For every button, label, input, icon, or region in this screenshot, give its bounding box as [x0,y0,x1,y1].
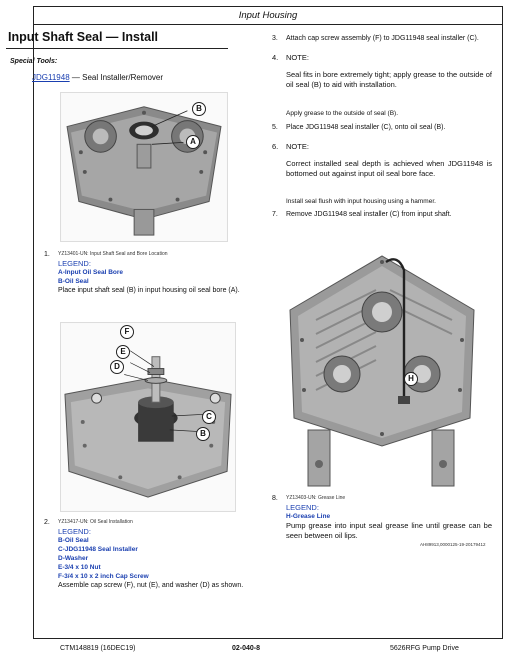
footer-product: 5626RFG Pump Drive [390,645,459,652]
callout-a-photo1 [186,135,200,149]
grease-instruction: Apply grease to the outside of seal (B). [286,110,399,117]
callout-label: D [114,362,120,371]
reference-code: AH89913,0000125-19-20179412 [420,542,486,547]
legend-item: B-Oil Seal [58,278,89,285]
step-number: 2. [44,519,50,526]
legend-item: C-JDG11948 Seal Installer [58,546,138,553]
tool-description: — Seal Installer/Remover [71,73,164,82]
legend-item: D-Washer [58,555,89,562]
photo-grease-line [286,250,478,490]
step-5 [272,123,445,132]
step-number: 1. [44,251,50,258]
callout-label: F [124,327,130,336]
step-number: 4. [272,53,279,62]
legend-item: F-3/4 x 10 x 2 inch Cap Screw [58,573,149,580]
callout-label: B [196,104,202,113]
hammer-instruction: Install seal flush with input housing using a hammer. [286,198,436,205]
callout-label: E [120,347,126,356]
step-instruction: Pump grease into input seal grease line until grease can be seen between oil lips. [286,521,492,540]
step-3 [272,34,479,43]
callout-e-photo2 [116,345,130,359]
special-tools-label: Special Tools: [10,58,58,65]
callout-f-photo2 [120,325,134,339]
step-7 [272,210,452,219]
note-seal-depth: Correct installed seal depth is achieved when JDG11948 is bottomed out against input oil seal bore face. [286,159,492,178]
callout-d-photo2 [110,360,124,374]
footer-page-number: 02-040-8 [232,645,261,652]
step-instruction: Place JDG11948 seal installer (C), onto oil seal (B). [286,124,446,131]
housing-illustration-3 [286,250,478,490]
step-instruction: Remove JDG11948 seal installer (C) from input shaft. [286,211,452,218]
step-number: 5. [272,124,278,131]
legend-title: LEGEND: [58,527,91,536]
step-4 [272,53,309,62]
callout-label: A [190,137,196,146]
note-seal-tight: Seal fits in bore extremely tight; apply grease to the outside of oil seal (B) to aid with installation. [286,70,492,89]
figure-caption: YZ13401-UN: Input Shaft Seal and Bore Location [58,251,168,257]
step-instruction: Attach cap screw assembly (F) to JDG11948 seal installer (C). [286,35,479,42]
title-rule [6,48,228,49]
legend-item: A-Input Oil Seal Bore [58,269,124,276]
step-body [58,518,243,590]
legend-title: LEGEND: [58,259,91,268]
page-title: Input Shaft Seal — Install [8,30,159,44]
step-instruction: Place input shaft seal (B) in input housing oil seal bore (A). [58,287,240,294]
callout-label: B [200,429,206,438]
step-6 [272,142,309,151]
callout-b-photo2 [196,427,210,441]
footer-doc-id: CTM148819 (16DEC19) [60,645,136,652]
step-number: 3. [272,35,278,42]
figure-caption: YZ13417-UN: Oil Seal Installation [58,519,133,525]
section-header: Input Housing [34,7,502,25]
callout-c-photo2 [202,410,216,424]
legend-item: E-3/4 x 10 Nut [58,564,101,571]
step-instruction: Assemble cap screw (F), nut (E), and washer (D) as shown. [58,582,244,589]
special-tool-line [32,73,163,82]
note-label: NOTE: [286,142,309,151]
figure-caption: YZ13403-UN: Grease Line [286,495,346,501]
step-number: 7. [272,211,278,218]
legend-item: B-Oil Seal [58,537,89,544]
callout-h-photo3 [404,372,418,386]
callout-label: H [408,374,414,383]
step-body [286,494,492,540]
note-label: NOTE: [286,53,309,62]
legend-title: LEGEND: [286,503,319,512]
callout-b-photo1 [192,102,206,116]
step-number: 8. [272,495,278,502]
callout-label: C [206,412,212,421]
step-body [58,250,240,295]
tool-link-jdg11948[interactable]: JDG11948 [32,73,70,82]
legend-item: H-Grease Line [286,513,331,520]
step-number: 6. [272,142,279,151]
